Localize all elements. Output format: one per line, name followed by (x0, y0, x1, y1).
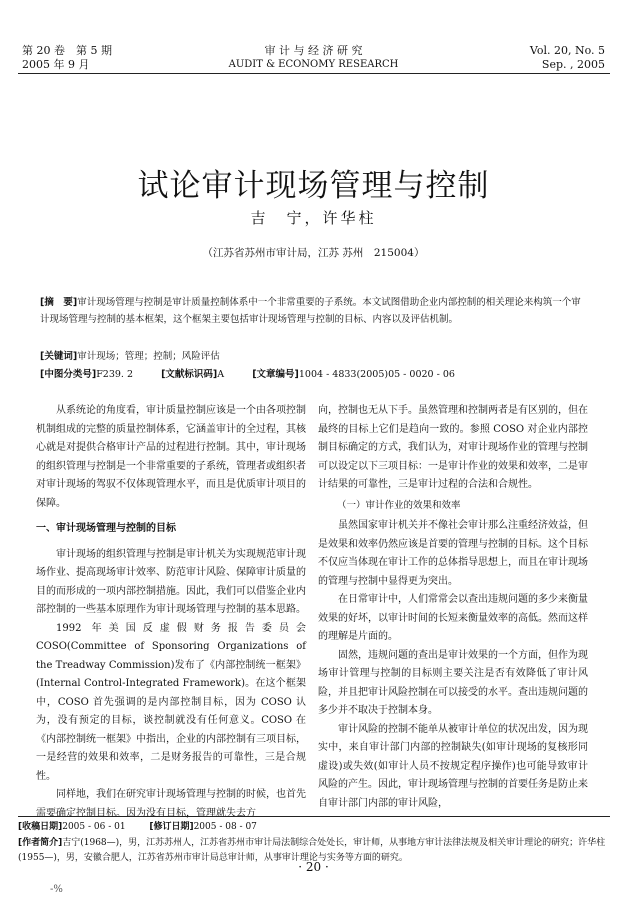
clc-label: [中图分类号] (40, 369, 97, 380)
left-paragraph-3: 1992 年美国反虚假财务报告委员会 COSO(Committee of Sponsoring Organizations of the Treadway Commission)发布了《内部控制统一框架》(Internal Control-Integrated Framework)。在这个框架中，COSO 首先强调的是内部控制目标，因为 COSO 认为，没有预定的目标，谈控制就没有任何意义。COSO 在《内部控制统一框架》中指出，企业的内部控制有三项目标，一是经营的效果和效率，二是财务报告的可靠性，三是合规性。 (36, 622, 306, 782)
keywords-text: 审计现场；管理；控制；风险评估 (77, 351, 220, 362)
footnote-dates (18, 820, 610, 835)
left-paragraph-1: 从系统论的角度看，审计质量控制应该是一个由各项控制机制组成的完整的质量控制体系，它涵盖审计的全过程，其核心就是对提供合格审计产品的过程进行控制。其中，审计现场的组织管理与控制是一个非常重要的子系统，管理者或组织者对审计现场的驾驭不仅体现管理水平，而且是优质审计项目的保障。 (36, 405, 306, 509)
footnote-rule (18, 816, 610, 817)
classification-line (40, 366, 590, 383)
volume-issue-en: Vol. 20, No. 5 (529, 44, 605, 57)
article-number-value: 1004 - 4833(2005)05 - 0020 - 06 (298, 369, 455, 380)
left-paragraph-4: 同样地，我们在研究审计现场管理与控制的时候，也首先需要确定控制目标。因为没有目标，管理就失去方 (36, 789, 306, 819)
authors: 吉 宁，许华柱 (250, 209, 377, 227)
article-title: 试论审计现场管理与控制 (137, 168, 490, 204)
left-column (36, 402, 306, 823)
bio-label: [作者简介] (18, 838, 63, 848)
header-rule (18, 73, 610, 74)
right-paragraph-4: 固然，违规问题的查出是审计效果的一个方面，但作为现场审计管理与控制的目标则主要关注是否有效降低了审计风险，并且把审计风险控制在可以接受的水平。查出违规问题的多少并不取决于控制本身。 (318, 649, 588, 716)
volume-issue-cn: 第 20 卷 第 5 期 (22, 44, 112, 57)
article-number-label: [文章编号] (252, 369, 299, 380)
right-paragraph-5: 审计风险的控制不能单从被审计单位的状况出发，因为现实中，来自审计部门内部的控制缺失(如审计现场的复核形同虚设)或失效(如审计人员不按规定程序操作)也可能导致审计风险的产生。因此，审计现场管理与控制的首要任务是防止来自审计部门内部的审计风险， (318, 723, 588, 809)
abstract-label: [摘 要] (40, 297, 78, 308)
date-cn: 2005 年 9 月 (22, 58, 90, 71)
bio-text: 吉宁(1968—)，男，江苏苏州人，江苏省苏州市审计局法制综合处处长，审计师，从事地方审计法律法规及相关审计理论的研究；许华柱(1955—)，男，安徽合肥人，江苏省苏州市审计局总审计师，从事审计理论与实务等方面的研究。 (18, 838, 606, 863)
clc-value: F239. 2 (96, 369, 133, 380)
keywords-label: [关键词] (40, 351, 78, 362)
affiliation: （江苏省苏州市审计局，江苏 苏州 215004） (202, 247, 425, 259)
right-paragraph-2: 虽然国家审计机关并不像社会审计那么注重经济效益，但是效果和效率仍然应该是首要的管理与控制的目标。这个目标不仅应当体现在审计工作的总体指导思想上，而且在审计现场的管理与控制中显得更为突出。 (318, 520, 588, 587)
journal-name-en: AUDIT & ECONOMY RESEARCH (228, 59, 399, 70)
abstract-text: 审计现场管理与控制是审计质量控制体系中一个非常重要的子系统。本文试图借助企业内部控制的相关理论来构筑一个审计现场管理与控制的基本框架，这个框架主要包括审计现场管理与控制的目标、内容以及评估机制。 (40, 297, 581, 325)
doc-code-value: A (217, 369, 225, 380)
received-label: [收稿日期] (18, 822, 63, 832)
abstract (40, 294, 590, 328)
revised-label: [修订日期] (149, 822, 194, 832)
page-number: · 20 · (298, 860, 329, 874)
right-paragraph-3: 在日常审计中，人们常常会以查出违规问题的多少来衡量效果的好坏，以审计时间的长短来衡量效率的高低。然而这样的理解是片面的。 (318, 594, 588, 642)
corner-mark: -% (50, 884, 63, 895)
left-paragraph-2: 审计现场的组织管理与控制是审计机关为实现规范审计现场作业、提高现场审计效率、防范审计风险、保障审计质量的目的而形成的一项内部控制措施。因此，我们可以借鉴企业内部控制的一些基本原理作为审计现场管理与控制的基本思路。 (36, 548, 306, 615)
right-paragraph-1: 向，控制也无从下手。虽然管理和控制两者是有区别的，但在最终的目标上它们是趋向一致的。参照 COSO 对企业内部控制目标确定的方式，我们认为，对审计现场作业的管理与控制可以设定以下三项目标：一是审计作业的效果和效率，二是审计结果的可靠性，三是审计过程的合法和合规性。 (318, 405, 588, 490)
received-date: 2005 - 06 - 01 (62, 822, 126, 832)
date-en: Sep. , 2005 (541, 58, 605, 71)
right-column (318, 402, 588, 813)
doc-code-label: [文献标识码] (161, 369, 218, 380)
section-heading-1: 一、审计现场管理与控制的目标 (36, 523, 176, 534)
keywords (40, 348, 590, 365)
revised-date: 2005 - 08 - 07 (193, 822, 257, 832)
subsection-heading-1: （一）审计作业的效果和效率 (337, 499, 461, 511)
journal-name-cn: 审 计 与 经 济 研 究 (264, 44, 363, 57)
